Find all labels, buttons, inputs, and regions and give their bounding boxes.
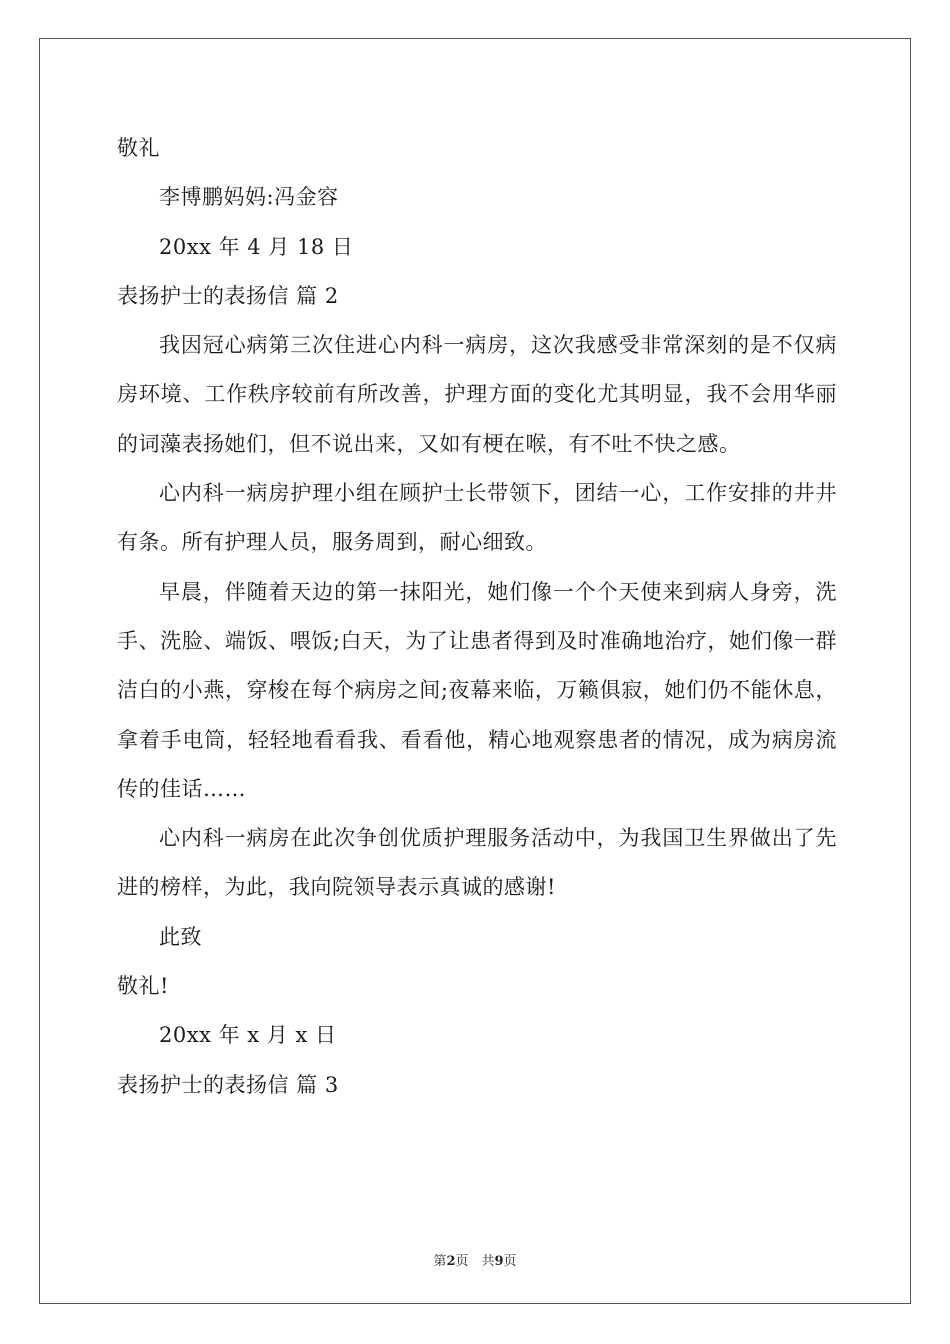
signature: 李博鹏妈妈:冯金容 (159, 185, 339, 210)
closing: 敬礼! (117, 974, 169, 999)
date: 20xx 年 4 月 18 日 (159, 234, 354, 259)
page-mid: 页 共 (455, 1254, 495, 1269)
page-number: 2 (446, 1254, 456, 1269)
page-total: 9 (494, 1254, 504, 1269)
date: 20xx 年 x 月 x 日 (159, 1023, 337, 1048)
page-suffix: 页 (503, 1254, 517, 1269)
paragraph: 心内科一病房在此次争创优质护理服务活动中，为我国卫生界做出了先进的榜样，为此，我向院领导表示真诚的感谢! (117, 826, 837, 900)
section-heading: 表扬护士的表扬信 篇 2 (117, 283, 339, 308)
section-heading: 表扬护士的表扬信 篇 3 (117, 1072, 339, 1097)
page-footer (0, 1250, 950, 1269)
paragraph: 心内科一病房护理小组在顾护士长带领下，团结一心，工作安排的井井有条。所有护理人员，服务周到，耐心细致。 (117, 481, 837, 555)
document-body (117, 124, 837, 1110)
closing: 敬礼 (117, 136, 160, 160)
paragraph: 早晨，伴随着天边的第一抹阳光，她们像一个个天使来到病人身旁，洗手、洗脸、端饭、喂饭;白天，为了让患者得到及时准确地治疗，她们像一群洁白的小燕，穿梭在每个病房之间;夜幕来临，万籁俱寂，她们仍不能休息，拿着手电筒，轻轻地看看我、看看他，精心地观察患者的情况，成为病房流传的佳话…… (117, 579, 837, 801)
page-prefix: 第 (433, 1254, 447, 1269)
paragraph: 我因冠心病第三次住进心内科一病房，这次我感受非常深刻的是不仅病房环境、工作秩序较前有所改善，护理方面的变化尤其明显，我不会用华丽的词藻表扬她们，但不说出来，又如有梗在喉，有不吐不快之感。 (117, 333, 837, 456)
salutation: 此致 (159, 924, 202, 949)
